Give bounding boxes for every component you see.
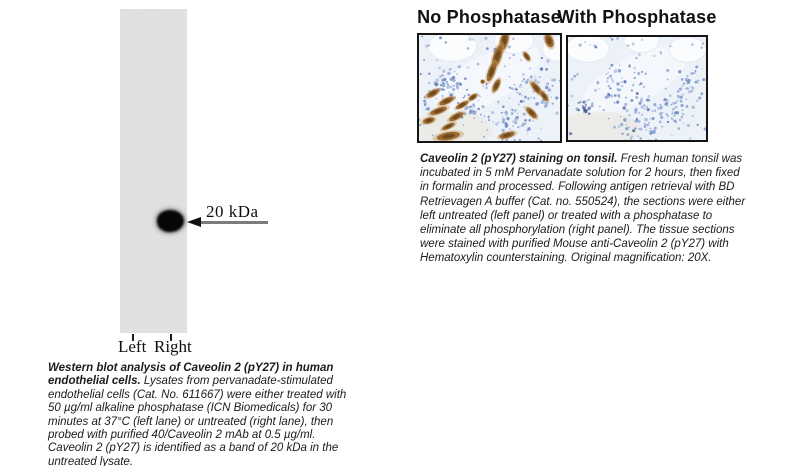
lane-label-left: Left <box>118 337 147 356</box>
molecular-weight-label: 20 kDa <box>206 202 259 221</box>
western-blot-strip <box>120 9 187 333</box>
tonsil-tissue-image-untreated <box>419 35 560 141</box>
lane-label-right: Right <box>154 337 192 356</box>
ihc-panel-with-phosphatase <box>566 35 708 142</box>
arrow-left-icon <box>187 217 201 227</box>
ihc-panel-no-phosphatase <box>417 33 562 143</box>
tonsil-tissue-image-phosphatase <box>568 37 706 140</box>
western-blot-caption-lead: Western blot analysis of Caveolin 2 (pY27) in human endothelial cells. <box>48 362 334 388</box>
ihc-caption-lead: Caveolin 2 (pY27) staining on tonsil. <box>420 153 618 165</box>
ihc-caption-body: Fresh human tonsil was incubated in 5 mM Pervanadate solution for 2 hours, then fixed in formalin and processed. Following antigen retrieval with BD Retrievagen A buffer (Cat. no. 550524), the sections were either left untreated (left panel) or treated with a phosphatase to eliminate all phosphorylation (right panel). The tissue sections were stained with purified Mouse anti-Caveolin 2 (pY27) with Hematoxylin counterstaining. Original magnification: 20X. <box>420 153 746 265</box>
ihc-header-no-phosphatase: No Phosphatase <box>417 7 561 27</box>
western-blot-caption <box>48 362 357 466</box>
ihc-caption <box>420 152 751 266</box>
blot-grain-texture <box>120 9 187 333</box>
ihc-header-with-phosphatase: With Phosphatase <box>557 7 717 27</box>
western-blot-caption-body: Lysates from pervanadate-stimulated endothelial cells (Cat. No. 611667) were either treated with 50 µg/ml alkaline phosphatase (ICN Biomedicals) for 30 minutes at 37°C (left lane) or untreated (right lane), then probed with purified 40/Caveolin 2 mAb at 0.5 µg/ml. Caveolin 2 (pY27) is identified as a band of 20 kDa in the untreated lysate. <box>48 375 347 466</box>
